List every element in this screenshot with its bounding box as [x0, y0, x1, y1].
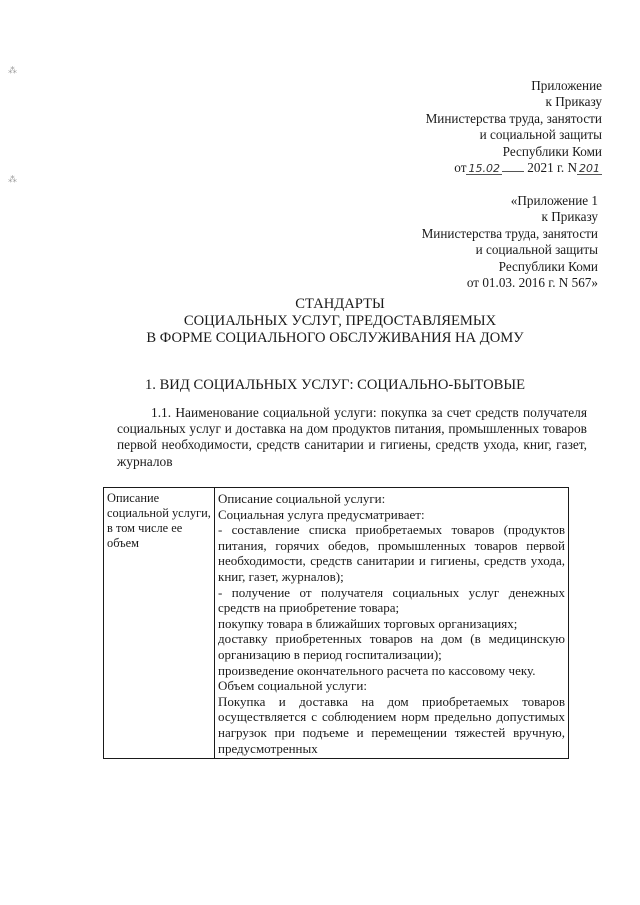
handwritten-date: 15.02	[468, 162, 500, 176]
table-paragraph: произведение окончательного расчета по кассовому чеку.	[218, 662, 536, 678]
document-title	[0, 296, 640, 347]
date-underline	[502, 160, 524, 172]
table-row	[104, 488, 569, 759]
table-paragraph: Социальная услуга предусматривает:	[218, 506, 425, 522]
appendix1-line: Министерства труда, занятости	[421, 225, 598, 241]
appendix-line: Приложение	[531, 78, 602, 93]
section-heading: 1. ВИД СОЦИАЛЬНЫХ УСЛУГ: СОЦИАЛЬНО-БЫТОВЫЕ	[144, 377, 525, 393]
scan-speck-icon: ⁂	[8, 175, 17, 185]
title-line: СТАНДАРТЫ	[295, 296, 385, 312]
appendix1-line: и социальной защиты	[475, 242, 598, 258]
table-label-cell: Описание социальной услуги, в том числе ее объем	[104, 488, 215, 759]
title-line: СОЦИАЛЬНЫХ УСЛУГ, ПРЕДОСТАВЛЯЕМЫХ	[183, 313, 497, 329]
date-prefix: от	[454, 160, 467, 176]
appendix-line: Республики Коми	[502, 143, 602, 159]
table-paragraph: Объем социальной услуги:	[218, 678, 367, 694]
service-description-table	[103, 487, 569, 759]
table-content-cell	[215, 488, 569, 759]
scan-speck-icon: ⁂	[8, 66, 17, 76]
appendix-date-line	[426, 160, 602, 176]
appendix1-line: к Приказу	[541, 209, 598, 225]
table-paragraph: - составление списка приобретаемых товаров (продуктов питания, горячих обедов, промышленных товаров первой необходимости, средств санитарии и гигиены, средств ухода, книг, газет, журналов);	[218, 522, 565, 584]
appendix-line: к Приказу	[545, 94, 602, 110]
appendix-line: и социальной защиты	[479, 127, 602, 143]
table-paragraph: - получение от получателя социальных услуг денежных средств на приобретение товара;	[218, 584, 565, 616]
appendix1-line: Республики Коми	[498, 258, 598, 274]
date-year: 2021 г. N	[527, 160, 577, 176]
appendix-header	[426, 78, 602, 176]
title-line: В ФОРМЕ СОЦИАЛЬНОГО ОБСЛУЖИВАНИЯ НА ДОМУ	[146, 330, 524, 346]
handwritten-number: 201	[579, 162, 600, 176]
table-paragraph: покупку товара в ближайших торговых организациях;	[218, 615, 518, 631]
appendix1-header	[422, 193, 598, 291]
table-paragraph: доставку приобретенных товаров на дом (в медицинскую организацию в период госпитализации);	[218, 631, 565, 662]
service-name-paragraph: 1.1. Наименование социальной услуги: покупка за счет средств получателя социальных услуг и доставка на дом продуктов питания, промышленных товаров первой необходимости, средств санитарии и гигиены, средств ухода, книг, газет, журналов	[117, 405, 587, 469]
appendix1-line: от 01.03. 2016 г. N 567»	[466, 275, 598, 291]
table-paragraph: Покупка и доставка на дом приобретаемых товаров осуществляется с соблюдением норм предельно допустимых нагрузок при подъеме и перемещении тяжестей вручную, предусмотренных	[218, 693, 565, 756]
table-paragraph: Описание социальной услуги:	[218, 491, 386, 506]
appendix1-line: «Приложение 1	[510, 193, 598, 208]
appendix-line: Министерства труда, занятости	[425, 110, 602, 126]
